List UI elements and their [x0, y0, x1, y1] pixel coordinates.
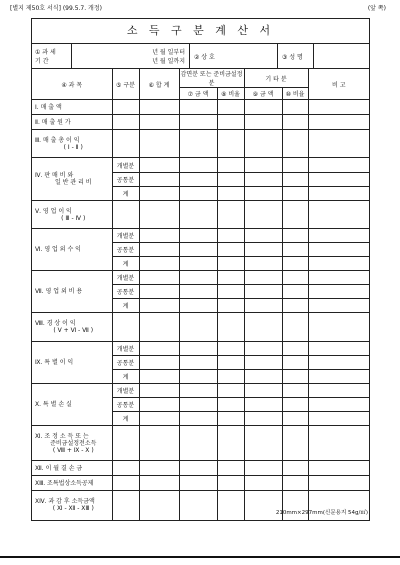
cell[interactable] [139, 313, 179, 342]
row-label: Ⅻ. 이 월 결 손 금 [32, 461, 112, 476]
cell[interactable] [244, 299, 282, 313]
cell[interactable] [112, 313, 139, 342]
cell[interactable] [308, 158, 369, 173]
page-bottom-rule [0, 556, 400, 558]
cell[interactable] [282, 342, 308, 356]
division-individual: 개별분 [112, 342, 139, 356]
cell[interactable] [308, 201, 369, 229]
cell[interactable] [282, 243, 308, 257]
cell[interactable] [244, 412, 282, 426]
cell[interactable] [179, 412, 217, 426]
cell[interactable] [179, 158, 217, 173]
cell[interactable] [139, 158, 179, 173]
col-group-reduction: 감면분 또는 준비금설정분 [180, 71, 243, 87]
table-row [32, 476, 369, 491]
cell[interactable] [139, 201, 179, 229]
table-row [32, 271, 369, 285]
cell[interactable] [244, 229, 282, 243]
cell[interactable] [139, 299, 179, 313]
cell[interactable] [139, 342, 179, 356]
cell[interactable] [244, 426, 282, 461]
cell[interactable] [179, 342, 217, 356]
cell[interactable] [308, 370, 369, 384]
row-label-formula: ( Ⅰ - Ⅱ ) [63, 143, 83, 151]
cell[interactable] [282, 398, 308, 412]
row-label-line2: 일 반 관 리 비 [54, 179, 92, 186]
cell[interactable] [139, 229, 179, 243]
owner-name-label-cell [278, 44, 314, 68]
cell[interactable] [244, 384, 282, 398]
cell[interactable] [244, 271, 282, 285]
cell[interactable] [217, 158, 244, 173]
cell[interactable] [308, 461, 369, 476]
cell[interactable] [217, 187, 244, 201]
cell[interactable] [308, 130, 369, 158]
table-row [32, 461, 369, 476]
cell[interactable] [139, 412, 179, 426]
cell[interactable] [244, 187, 282, 201]
table-row [32, 130, 369, 158]
owner-name-field[interactable] [314, 44, 369, 68]
division-common: 공통분 [112, 398, 139, 412]
cell[interactable] [282, 476, 308, 491]
cell[interactable] [139, 491, 179, 520]
cell[interactable] [179, 426, 217, 461]
cell[interactable] [244, 285, 282, 299]
cell[interactable] [112, 130, 139, 158]
row-label-formula: ( Ⅺ - Ⅻ - ⅩⅢ ) [52, 505, 94, 513]
cell[interactable] [308, 412, 369, 426]
row-label: Ⅶ. 영 업 외 비 용 [32, 271, 112, 313]
cell[interactable] [282, 100, 308, 115]
cell[interactable] [217, 243, 244, 257]
division-individual: 개별분 [112, 384, 139, 398]
period-from: 년 월 일부터 [152, 49, 185, 56]
header-right: (앞 쪽) [367, 5, 386, 12]
cell[interactable] [139, 187, 179, 201]
cell[interactable] [112, 100, 139, 115]
table-row [32, 100, 369, 115]
cell[interactable] [217, 229, 244, 243]
cell[interactable] [179, 201, 217, 229]
cell[interactable] [244, 173, 282, 187]
cell[interactable] [139, 130, 179, 158]
cell[interactable] [139, 370, 179, 384]
row-label [32, 201, 112, 229]
cell[interactable] [179, 187, 217, 201]
form-title: 소 득 구 분 계 산 서 [32, 19, 369, 44]
row-label: Ⅱ. 매 출 원 가 [32, 115, 112, 130]
cell[interactable] [308, 100, 369, 115]
cell[interactable] [308, 187, 369, 201]
cell[interactable] [282, 356, 308, 370]
cell[interactable] [244, 115, 282, 130]
cell[interactable] [244, 461, 282, 476]
cell[interactable] [282, 313, 308, 342]
period-to: 년 월 일까지 [152, 58, 185, 65]
cell[interactable] [139, 398, 179, 412]
cell[interactable] [112, 115, 139, 130]
tax-period-field[interactable] [72, 44, 190, 68]
row-label-formula: ( Ⅴ + Ⅵ - Ⅶ ) [53, 327, 94, 334]
cell[interactable] [308, 243, 369, 257]
cell[interactable] [217, 299, 244, 313]
cell[interactable] [308, 313, 369, 342]
cell[interactable] [244, 476, 282, 491]
cell[interactable] [244, 398, 282, 412]
cell[interactable] [217, 356, 244, 370]
table-row [32, 426, 369, 461]
cell[interactable] [139, 285, 179, 299]
col-item: ④ 과 목 [32, 69, 112, 100]
col-group-other: 기 타 분 [244, 69, 308, 88]
cell[interactable] [308, 299, 369, 313]
cell[interactable] [308, 115, 369, 130]
trade-name-label: ② 상 호 [194, 53, 215, 61]
cell[interactable] [179, 257, 217, 271]
cell[interactable] [244, 243, 282, 257]
division-sum: 계 [112, 299, 139, 313]
col-reduction-amount: ⑦ 금 액 [179, 88, 217, 100]
row-label-main: Ⅴ. 영 업 이 익 [35, 207, 72, 215]
cell[interactable] [282, 461, 308, 476]
cell[interactable] [217, 491, 244, 520]
cell[interactable] [282, 201, 308, 229]
cell[interactable] [139, 356, 179, 370]
cell[interactable] [112, 476, 139, 491]
cell[interactable] [179, 370, 217, 384]
table-row [32, 229, 369, 243]
division-individual: 개별분 [112, 229, 139, 243]
col-other-amount: ⑨ 금 액 [244, 88, 282, 100]
cell[interactable] [179, 476, 217, 491]
col-total: ⑥ 합 계 [139, 69, 179, 100]
cell[interactable] [308, 356, 369, 370]
row-label-formula: ( Ⅲ - Ⅳ ) [61, 214, 86, 222]
cell[interactable] [217, 370, 244, 384]
cell[interactable] [217, 100, 244, 115]
cell[interactable] [217, 461, 244, 476]
cell[interactable] [244, 158, 282, 173]
cell[interactable] [282, 115, 308, 130]
cell[interactable] [244, 100, 282, 115]
cell[interactable] [217, 426, 244, 461]
cell[interactable] [139, 384, 179, 398]
cell[interactable] [308, 173, 369, 187]
division-individual: 개별분 [112, 271, 139, 285]
cell[interactable] [217, 257, 244, 271]
income-table [32, 69, 369, 520]
row-label [32, 491, 112, 520]
table-row [32, 384, 369, 398]
division-sum: 계 [112, 187, 139, 201]
cell[interactable] [139, 476, 179, 491]
cell[interactable] [282, 426, 308, 461]
col-other-ratio: ⑩ 비율 [282, 88, 308, 100]
tax-period-label [32, 44, 72, 68]
cell[interactable] [179, 384, 217, 398]
row-label [32, 426, 112, 461]
cell[interactable] [179, 100, 217, 115]
tax-period-label-line1: ① 과 세 [35, 49, 56, 56]
col-division: ⑤ 구분 [112, 69, 139, 100]
division-common: 공통분 [112, 285, 139, 299]
cell[interactable] [112, 201, 139, 229]
cell[interactable] [179, 271, 217, 285]
cell[interactable] [217, 476, 244, 491]
row-label-main: Ⅲ. 매 출 총 이 익 [35, 136, 80, 144]
row-label: Ⅵ. 영 업 외 수 익 [32, 229, 112, 271]
cell[interactable] [139, 243, 179, 257]
table-row [32, 201, 369, 229]
row-label-main: Ⅳ. 판 매 비 와 [35, 172, 74, 179]
division-sum: 계 [112, 370, 139, 384]
col-reduction-ratio: ⑧ 비율 [217, 88, 244, 100]
cell[interactable] [179, 115, 217, 130]
cell[interactable] [244, 356, 282, 370]
cell[interactable] [308, 426, 369, 461]
cell[interactable] [308, 257, 369, 271]
row-label-line2: 준비금설정전소득 [50, 439, 97, 447]
cell[interactable] [179, 461, 217, 476]
cell[interactable] [217, 115, 244, 130]
col-remarks: 비 고 [308, 69, 369, 100]
cell[interactable] [217, 412, 244, 426]
division-individual: 개별분 [112, 158, 139, 173]
row-label: Ⅹ. 특 별 손 실 [32, 384, 112, 426]
cell[interactable] [282, 130, 308, 158]
cell[interactable] [179, 299, 217, 313]
row-label: ⅩⅢ. 조특법상소득공제 [32, 476, 112, 491]
cell[interactable] [308, 384, 369, 398]
cell[interactable] [139, 115, 179, 130]
cell[interactable] [282, 299, 308, 313]
cell[interactable] [179, 229, 217, 243]
division-sum: 계 [112, 412, 139, 426]
cell[interactable] [244, 370, 282, 384]
row-label: Ⅰ. 매 출 액 [32, 100, 112, 115]
cell[interactable] [112, 461, 139, 476]
cell[interactable] [244, 313, 282, 342]
cell[interactable] [244, 201, 282, 229]
cell[interactable] [308, 271, 369, 285]
cell[interactable] [308, 398, 369, 412]
cell[interactable] [179, 398, 217, 412]
cell[interactable] [244, 342, 282, 356]
cell[interactable] [244, 257, 282, 271]
cell[interactable] [282, 173, 308, 187]
cell[interactable] [282, 187, 308, 201]
cell[interactable] [139, 173, 179, 187]
cell[interactable] [179, 313, 217, 342]
cell[interactable] [217, 271, 244, 285]
row-label-main: Ⅺ. 조 정 소 득 또 는 [35, 432, 89, 440]
cell[interactable] [139, 257, 179, 271]
table-row [32, 158, 369, 173]
cell[interactable] [217, 285, 244, 299]
cell[interactable] [139, 426, 179, 461]
row-label [32, 130, 112, 158]
table-row [32, 313, 369, 342]
cell[interactable] [179, 243, 217, 257]
cell[interactable] [179, 356, 217, 370]
cell[interactable] [282, 384, 308, 398]
income-classification-form [31, 18, 370, 521]
cell[interactable] [217, 342, 244, 356]
cell[interactable] [179, 285, 217, 299]
cell[interactable] [139, 271, 179, 285]
owner-name-label: ③ 성 명 [282, 53, 303, 61]
cell[interactable] [282, 285, 308, 299]
cell[interactable] [179, 173, 217, 187]
row-label [32, 313, 112, 342]
cell[interactable] [308, 476, 369, 491]
cell[interactable] [139, 100, 179, 115]
division-common: 공통분 [112, 243, 139, 257]
table-row [32, 342, 369, 356]
cell[interactable] [282, 257, 308, 271]
row-label-main: ⅩⅣ. 과 감 후 소득금액 [35, 498, 95, 506]
cell[interactable] [179, 130, 217, 158]
row-label-main: Ⅷ. 경 상 이 익 [35, 320, 76, 327]
cell[interactable] [308, 285, 369, 299]
cell[interactable] [282, 370, 308, 384]
cell[interactable] [112, 491, 139, 520]
cell[interactable] [282, 158, 308, 173]
cell[interactable] [244, 130, 282, 158]
row-label-formula: ( Ⅷ + Ⅸ - Ⅹ ) [52, 446, 94, 454]
cell[interactable] [217, 384, 244, 398]
cell[interactable] [179, 491, 217, 520]
cell[interactable] [282, 412, 308, 426]
cell[interactable] [217, 173, 244, 187]
row-label: Ⅸ. 특 별 이 익 [32, 342, 112, 384]
cell[interactable] [217, 398, 244, 412]
cell[interactable] [139, 461, 179, 476]
cell[interactable] [308, 342, 369, 356]
cell[interactable] [217, 313, 244, 342]
cell[interactable] [282, 271, 308, 285]
cell[interactable] [308, 229, 369, 243]
trade-name-field[interactable] [190, 44, 278, 68]
info-row [32, 44, 369, 69]
paper-spec-note: 210mm×297mm(신문용지 54g/㎡) [275, 510, 368, 516]
division-sum: 계 [112, 257, 139, 271]
tax-period-label-line2: 기 간 [35, 58, 49, 65]
header-left: [별지 제50호 서식] (99.5.7. 개정) [10, 5, 102, 12]
cell[interactable] [217, 201, 244, 229]
row-label [32, 158, 112, 201]
division-common: 공통분 [112, 173, 139, 187]
cell[interactable] [282, 229, 308, 243]
cell[interactable] [112, 426, 139, 461]
division-common: 공통분 [112, 356, 139, 370]
cell[interactable] [217, 130, 244, 158]
table-row [32, 115, 369, 130]
